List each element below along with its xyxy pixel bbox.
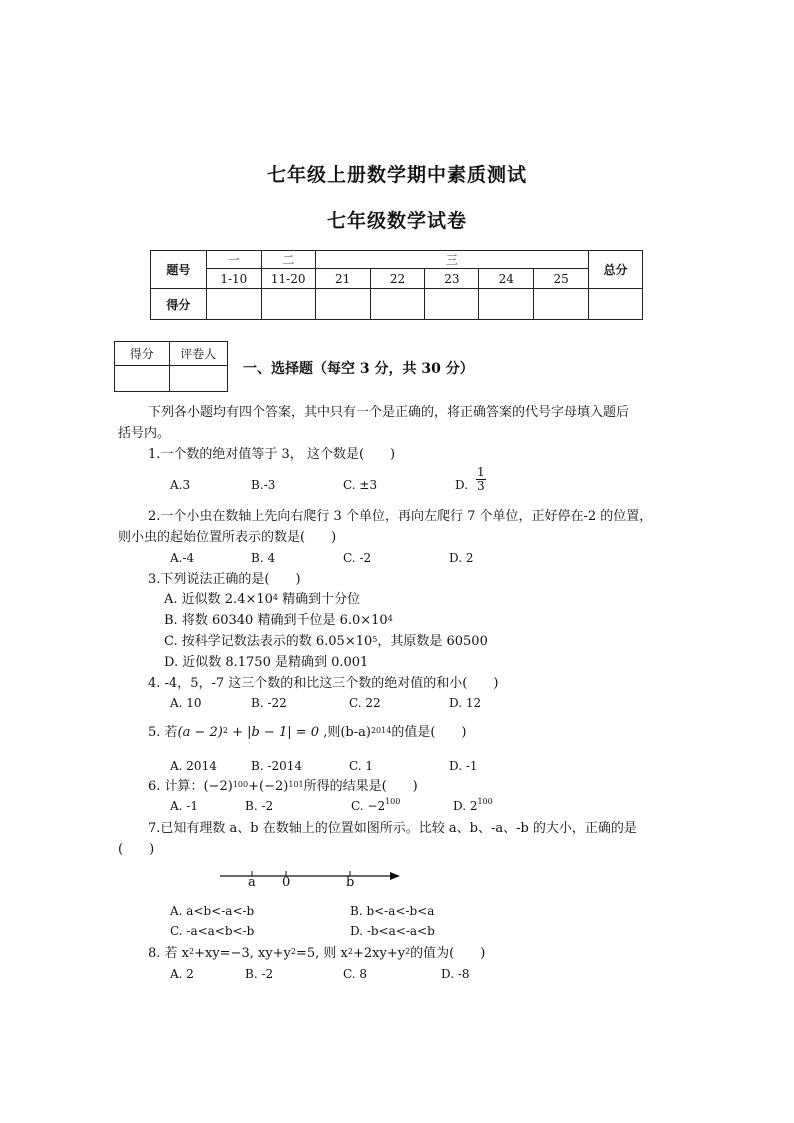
grader-score-cell[interactable] (115, 366, 170, 392)
q5-option-a: A. 2014 (170, 759, 217, 773)
score-cell[interactable] (425, 289, 479, 320)
q4-option-b: B. -22 (251, 696, 287, 710)
col-24: 24 (479, 269, 534, 289)
score-table (150, 250, 643, 320)
section-1-heading: 一、选择题（每空 3 分，共 30 分） (243, 361, 474, 377)
q5-option-b: B. -2014 (251, 759, 303, 773)
q3-option-c: C. 按科学记数法表示的数 $6.05\times 10^5$，其原数是 60500 (164, 634, 488, 649)
q2-option-b: B. 4 (251, 551, 276, 565)
grader-name-label: 评卷人 (169, 342, 227, 366)
q2-line-1: 2.一个小虫在数轴上先向右爬行 3 个单位，再向左爬行 7 个单位，正好停在-2 的位置， (148, 509, 653, 524)
q1-option-d-fraction: $\frac{1}{3}$ (477, 465, 485, 493)
q1-option-d: D. (455, 478, 469, 492)
score-cell[interactable] (534, 289, 589, 320)
q1-option-c: C. ±3 (343, 478, 378, 492)
score-cell[interactable] (479, 289, 534, 320)
grader-score-label: 得分 (115, 342, 170, 366)
q3-stem: 3.下列说法正确的是( ) (148, 572, 301, 587)
q7-option-c: C. -a<a<b<-b (170, 924, 255, 938)
q2-option-a: A.-4 (170, 551, 195, 565)
q8-option-b: B. -2 (245, 967, 274, 981)
q3-option-b: B. 将数 60340 精确到千位是 $6.0\times 10^4$ (164, 613, 393, 628)
number-line-label-a: a (248, 875, 256, 890)
score-cell[interactable] (315, 289, 370, 320)
instruction-line-1: 下列各小题均有四个答案，其中只有一个是正确的，将正确答案的代号字母填入题后 (148, 405, 630, 420)
grader-box (114, 341, 228, 392)
col-25: 25 (534, 269, 589, 289)
q7-line-2: ( ) (118, 842, 155, 857)
q3-option-a: A. 近似数 $2.4\times 10^4$ 精确到十分位 (164, 592, 361, 607)
q4-option-d: D. 12 (449, 696, 482, 710)
q5-stem: 5. 若$(a - 2)^2 + |b - 1| = 0$ ,则$(b-a)^{2014}$的值是( ) (148, 725, 467, 740)
q2-option-c: C. -2 (343, 551, 372, 565)
section-1-header: 一 (206, 251, 261, 269)
q7-option-d: D. -b<a<-a<b (350, 924, 435, 938)
section-2-header: 二 (261, 251, 315, 269)
col-22: 22 (370, 269, 425, 289)
q5-option-d: D. -1 (449, 759, 478, 773)
q8-option-a: A. 2 (170, 967, 194, 981)
col-11-20: 11-20 (261, 269, 315, 289)
q6-option-c: C. $-2^{100}$ (351, 797, 401, 813)
col-23: 23 (425, 269, 479, 289)
col-1-10: 1-10 (206, 269, 261, 289)
q2-line-2: 则小虫的起始位置所表示的数是( ) (118, 530, 337, 545)
q8-option-d: D. -8 (441, 967, 470, 981)
q3-option-d: D. 近似数 8.1750 是精确到 0.001 (164, 655, 369, 670)
score-row-label: 得分 (151, 289, 207, 320)
q2-option-d: D. 2 (449, 551, 474, 565)
q1-option-a: A.3 (170, 478, 191, 492)
instruction-line-2: 括号内。 (118, 426, 171, 441)
q1-option-b: B.-3 (251, 478, 276, 492)
q6-option-d: D. $2^{100}$ (453, 797, 493, 813)
q6-stem: 6. 计算：$(-2)^{100}+(-2)^{101}$所得的结果是( ) (148, 779, 418, 794)
section-3-header: 三 (315, 251, 588, 269)
q7-option-b: B. b<-a<-b<a (350, 904, 435, 918)
number-line-label-b: b (346, 875, 355, 890)
col-21: 21 (315, 269, 370, 289)
q6-option-b: B. -2 (245, 799, 274, 813)
number-line-arrow (390, 872, 400, 880)
q5-option-c: C. 1 (349, 759, 374, 773)
q7-option-a: A. a<b<-a<-b (170, 904, 255, 918)
number-line-label-0: 0 (282, 875, 291, 890)
number-line (210, 862, 410, 892)
total-label: 总分 (589, 251, 643, 289)
score-cell[interactable] (206, 289, 261, 320)
q4-option-a: A. 10 (170, 696, 202, 710)
question-number-label: 题号 (151, 251, 207, 289)
q1-stem: 1.一个数的绝对值等于 3， 这个数是( ) (148, 447, 396, 462)
q4-option-c: C. 22 (349, 696, 381, 710)
exam-title: 七年级上册数学期中素质测试 (266, 164, 527, 186)
q6-option-a: A. -1 (170, 799, 198, 813)
exam-subtitle: 七年级数学试卷 (326, 210, 467, 232)
score-cell[interactable] (589, 289, 643, 320)
q4-stem: 4. -4，5，-7 这三个数的和比这三个数的绝对值的和小( ) (148, 676, 499, 691)
grader-name-cell[interactable] (169, 366, 227, 392)
score-cell[interactable] (261, 289, 315, 320)
q8-stem: 8. 若 $x^2+xy=-3$, $xy+y^2=5$, 则 $x^2+2xy+y^2$的值为( ) (148, 946, 486, 961)
score-cell[interactable] (370, 289, 425, 320)
q8-option-c: C. 8 (343, 967, 368, 981)
q7-line-1: 7.已知有理数 a、b 在数轴上的位置如图所示。比较 a、b、-a、-b 的大小，正确的是 (148, 821, 637, 836)
